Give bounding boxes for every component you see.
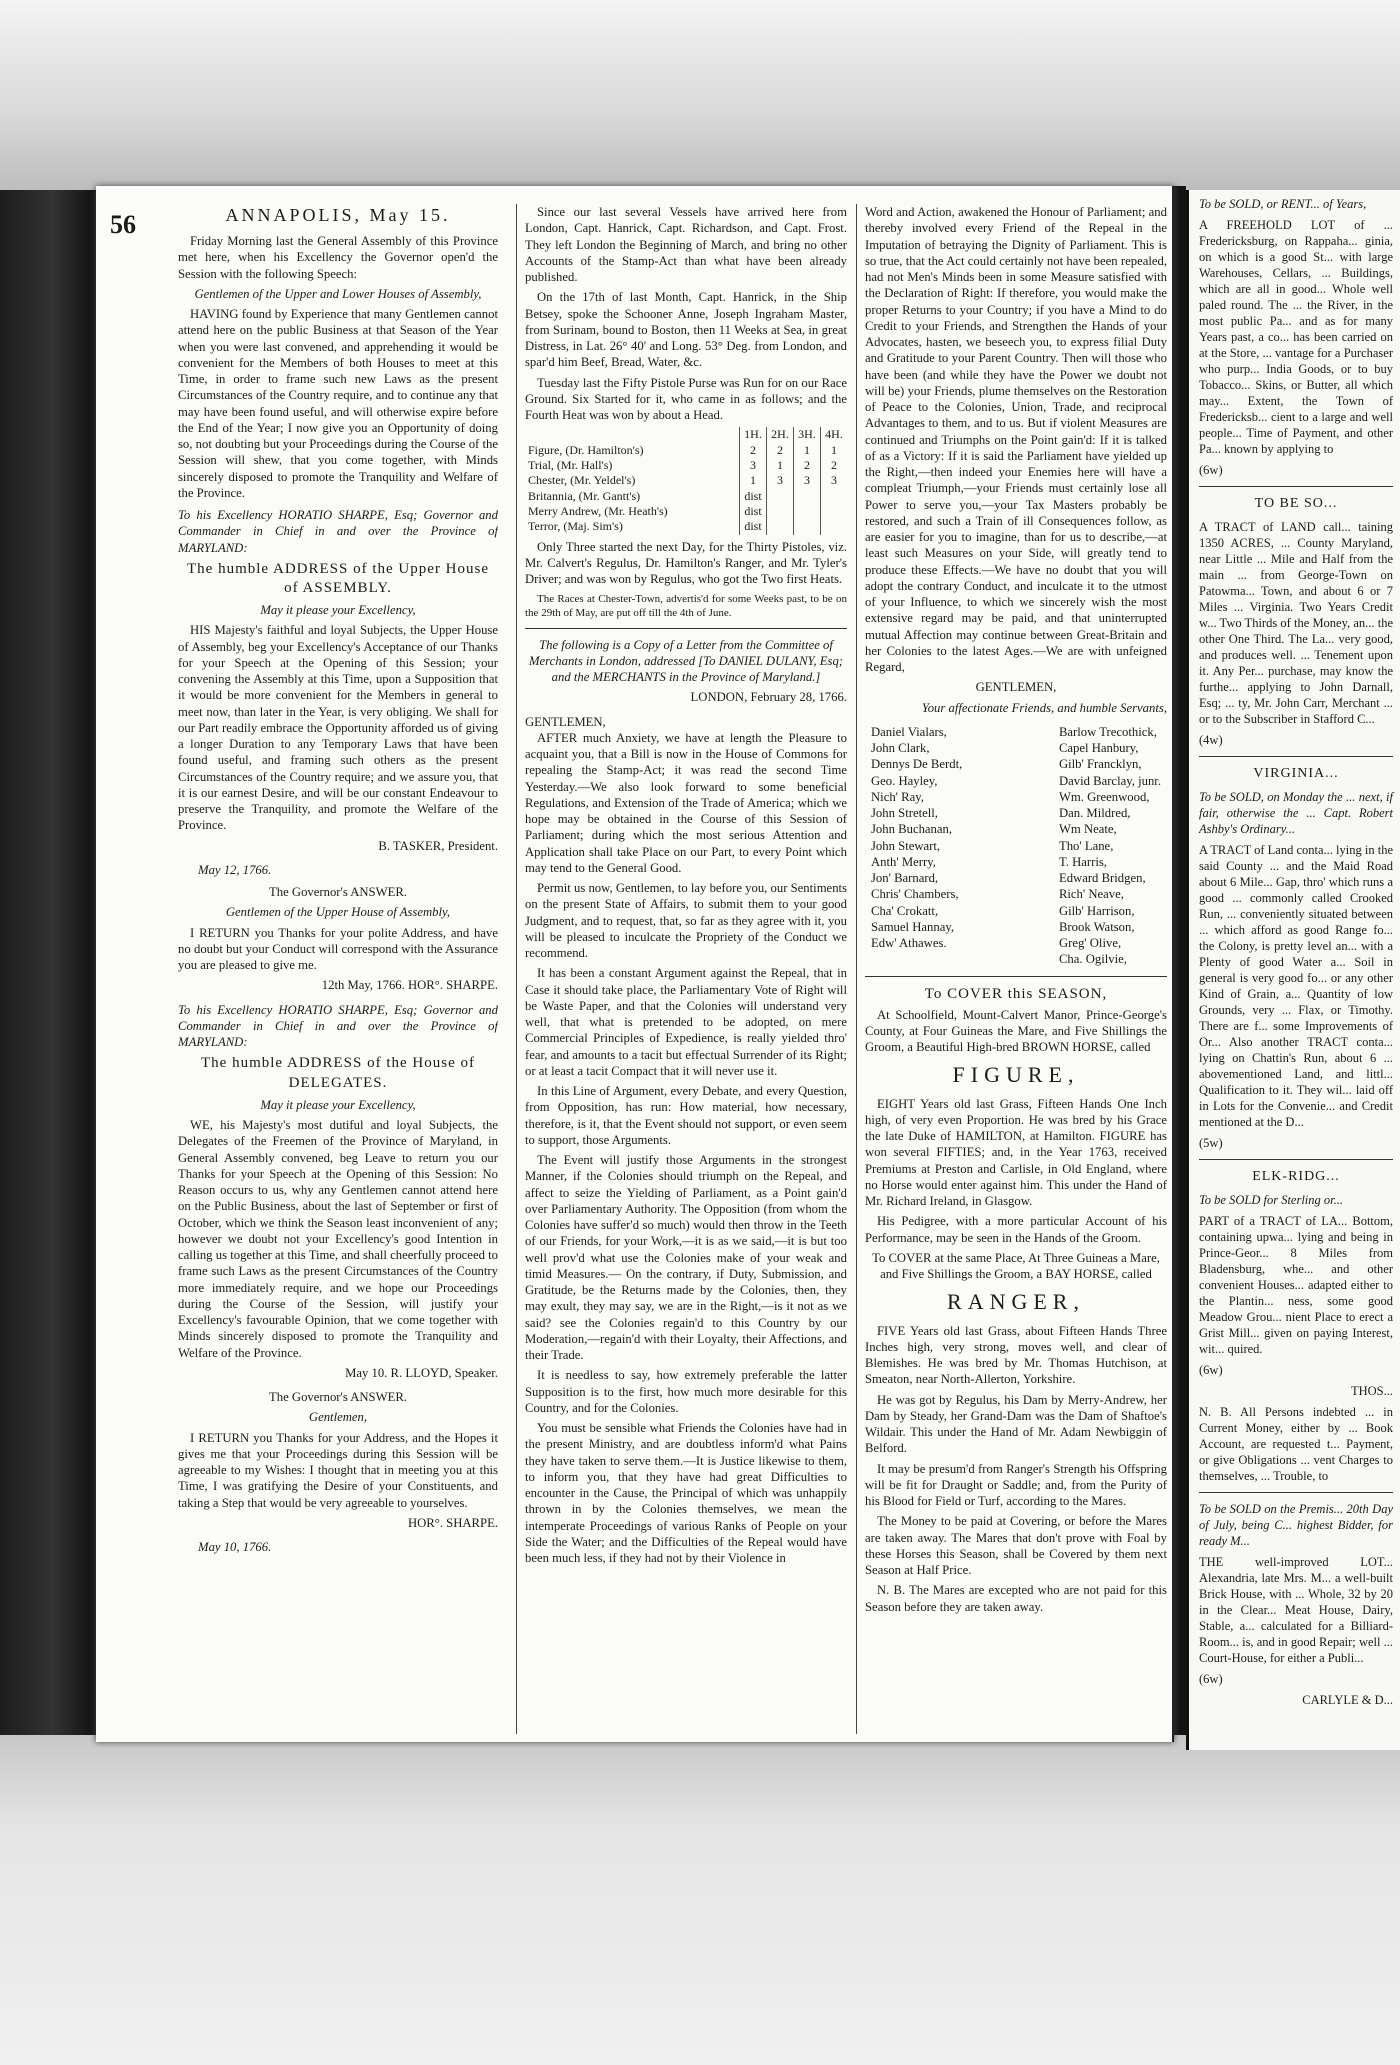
signer-name: Chris' Chambers, (871, 887, 959, 902)
signer-name: John Clark, (871, 741, 930, 755)
advert-heading: To be SOLD for Sterling or... (1199, 1192, 1344, 1207)
letter-salutation: GENTLEMEN, (525, 714, 606, 729)
signer-name: David Barclay, junr. (1058, 773, 1161, 788)
letter-paragraph: AFTER much Anxiety, we have at length the Pleasure to acquaint you, that a Bill is now in the House of Commons for repealing the Stamp-Act; it was read the second Time Yesterday.—We also look forward to some beneficial Regulations, and Extension of the Trade of America; which we hope may be obtained in the Course of this Session of Parliament; during which the most serious Attention and Application shall take Place on our Part, to every Point which may tend to the General Good. (525, 730, 847, 875)
race-row (525, 443, 847, 458)
delegates-address-title: The humble ADDRESS of the House of DELEGATES. (201, 1055, 475, 1091)
signer-name: Samuel Hannay, (871, 919, 955, 934)
letter-closing: Your affectionate Friends, and humble Servants, (921, 700, 1167, 715)
heat-result (794, 489, 821, 504)
signer-name: Greg' Olive, (1058, 936, 1122, 950)
adjacent-page (1186, 190, 1400, 1750)
adjacent-page-content (1189, 190, 1400, 1719)
heat-result (767, 489, 794, 504)
advert-heading: To COVER at the same Place, At Three Guineas a Mare, and Five Shillings the Groom, a BAY HORSE, called (872, 1250, 1160, 1282)
heat-result (767, 519, 794, 534)
race-row (525, 519, 847, 534)
answer-address: Gentlemen of the Upper House of Assembly, (225, 905, 451, 920)
signer-name: Edward Bridgen, (1058, 871, 1146, 885)
page-gutter (1172, 186, 1186, 1746)
heat-header: 2H. (767, 427, 794, 442)
signer-name: Nich' Ray, (871, 789, 924, 804)
advert-place: VIRGINIA... (1253, 765, 1339, 781)
signer-name: Capel Hanbury, (1058, 741, 1139, 755)
letter-paragraph: You must be sensible what Friends the Colonies have had in the present Ministry, and are doubtless inform'd what Pains they have taken to serve them.—It is Justice likewise to them, to inform you, that they have had great Difficulties to encounter in the Cause, the Principal of which was unhappily thrown in by the Colonies themselves, we mean the intemperate Proceedings of various Ranks of People on your Side the Water; and the Difficulties of the Repeal would have been much less, if they had not by their Violence in (525, 1421, 847, 1566)
signer-name: Barlow Trecothick, (1058, 724, 1157, 739)
heat-result: dist (740, 489, 767, 504)
signature: B. TASKER, President. (378, 838, 498, 853)
advert-text: It may be presum'd from Ranger's Strength his Offspring will be fit for Draught or Saddle; and, from the Purity of his Blood for Field or Turf, according to the Mares. (865, 1461, 1167, 1508)
letter-paragraph: In this Line of Argument, every Debate, and every Question, from Opposition, has run: How material, how necessary, therefore, is it, that the Event should not support, or even seem to support, those Arguments. (525, 1084, 847, 1147)
advert-text: A FREEHOLD LOT of ... Fredericksburg, on Rappaha... ginia, on which is a good St... with large Warehouses, Cellars, ... Buildings, which are all in good... Whole well paled round. The ... the River, in the most public Pa... and as for many Years past, a co... has been carried on at the Store, ... vantage for a Purchaser who purp... India Goods, or to buy Tobacco... Skins, or Butter, all which may... Extent, the Town of Fredericksb... cient to a large and well people... Time of Payment, and other Pa... known by applying to (1199, 218, 1393, 456)
advert-signature: THOS... (1350, 1383, 1393, 1398)
letter-paragraph: It is needless to say, how extremely preferable the latter Supposition is to the first, how much more desirable for this Country, and for the Colonies. (525, 1368, 847, 1415)
signer-name: Gilb' Francklyn, (1058, 757, 1142, 772)
column-1 (178, 204, 498, 1734)
divider (1199, 1492, 1393, 1493)
scan-background-top (0, 0, 1400, 190)
race-second-day: Only Three started the next Day, for the Thirty Pistoles, viz. Mr. Calvert's Regulus, Dr. Hamilton's Ranger, and Mr. Tyler's Driver; and was won by Regulus, who got the Two first Heats. (525, 539, 847, 587)
advert-mark: (6w) (1199, 1362, 1223, 1377)
advert-text: EIGHT Years old last Grass, Fifteen Hands One Inch high, of very even Proportion. He was bred by his Grace the late Duke of HAMILTON, at Hamilton. FIGURE has won several FIFTIES; and, in the Year 1763, received Premiums at Preston and Carlisle, in Old England, where no Horse would enter against him. This under the Hand of Mr. Richard Ireland, in Glasgow. (865, 1096, 1167, 1209)
column-3 (856, 204, 1167, 1734)
page-number: 56 (110, 210, 136, 239)
race-row (525, 473, 847, 488)
letter-continuation: Word and Action, awakened the Honour of Parliament; and thereby involved every Friend of the Repeal in the Imputation of betraying the Dignity of Parliament. This is so true, that the Act could certainly not have been repealed, had not Men's Minds been in some Measure satisfied with the Declaration of Right: If therefore, you would make the proper Returns to your Country; if you have a Mind to do Credit to your Friends, and Strengthen the Hands of your Advocates, hasten, we beseech you, to express filial Duty and Gratitude to your Parent Country. Then will those who have been (and while they have the Power we doubt not will be) your Friends, plume themselves on the Restoration of Peace to the Colonies, Union, Trade, and reciprocal Advantages to them, and to us. But if violent Measures are continued and Triumphs on the Point gain'd: If it is talked of as a Victory: If it is said the Parliament have yielded up the Right,—then indeed your Enemies here will have a compleat Triumph,—your Friends must certainly lose all Power to serve you,—your Tax Masters probably be restored, and such a Train of ill Consequences follow, as are easier for you to imagine, than for us to describe,—at least such Measures on your Side, will greatly tend to produce these Effects.—We have no doubt that you will adopt the contrary Conduct, and inculcate it to the utmost of your Influence, to which we sincerely wish the most extensive regard may be paid, and that uninterrupted mutual Affection may continue between Great-Britain and her Colonies to the latest Ages.—We are with unfeigned Regard, (865, 205, 1167, 674)
signer-name: John Stretell, (871, 806, 938, 820)
letter-closing-salutation: GENTLEMEN, (975, 680, 1057, 695)
horse-name-heading: FIGURE, (952, 1062, 1080, 1088)
signers-right-column (1053, 724, 1167, 968)
advert-text: At Schoolfield, Mount-Calvert Manor, Prince-George's County, at Four Guineas the Mare, and Five Shillings the Groom, a Beautiful High-bred BROWN HORSE, called (865, 1007, 1167, 1055)
race-row (525, 504, 847, 519)
signer-name: Anth' Merry, (871, 854, 936, 869)
salutation: May it please your Excellency, (260, 603, 416, 618)
signer-name: Cha. Ogilvie, (1058, 952, 1127, 967)
advert-text: N. B. All Persons indebted ... in Current Money, either by ... Book Account, are requested t... Payment, or give Obligations ... vent Charges to themselves, ... Trouble, to (1199, 1404, 1393, 1483)
signer-name: Brook Watson, (1058, 919, 1135, 934)
answer-address: Gentlemen, (308, 1410, 368, 1425)
letter-intro: The following is a Copy of a Letter from the Committee of Merchants in London, addressed [To DANIEL DULANY, Esq; and the MERCHANTS in the Province of Maryland.] (528, 637, 844, 685)
divider (1199, 1159, 1393, 1160)
governor-answer-body: I RETURN you Thanks for your polite Address, and have no doubt but your Conduct will correspond with the Assurance you are pleased to give me. (178, 925, 498, 973)
column-2 (516, 204, 847, 1734)
signer-name: Cha' Crokatt, (871, 903, 939, 918)
horse-name: Merry Andrew, (Mr. Heath's) (528, 504, 668, 519)
upper-house-address-body: HIS Majesty's faithful and loyal Subjects, the Upper House of Assembly, beg your Excellency's Acceptance of our Thanks for your Speech at the Opening of this Session; your convening the Assembly at this Time, upon a Supposition that it would be more convenient for the Members in general to meet now, than later in the Year, is very obliging. We shall for our Part readily embrace the Opportunity afforded us of giving a longer Duration to any Temporary Laws that have been found useful, and framing such others as the present Circumstances of the Country require; and we assure you, that it is our earnest Desire, and will be our constant Endeavour to preserve the Tranquility, and promote the Welfare of the Province. (178, 623, 498, 833)
heat-result: dist (740, 519, 767, 534)
advert-text: THE well-improved LOT... Alexandria, late Mrs. M... a well-built Brick House, with ... Whole, 32 by 20 in the Clear... Meat House, Dairy, Stable, a... calculated for a Billiard-Room... is, and in good Repair; well ... Court-House, for either a Publi... (1199, 1554, 1393, 1665)
signer-name: Geo. Hayley, (871, 773, 938, 788)
horse-name: Terror, (Maj. Sim's) (528, 519, 623, 534)
advert-heading: To be SOLD, on Monday the ... next, if fair, otherwise the ... Capt. Robert Ashby's Ordinary... (1199, 789, 1393, 836)
signer-name: Rich' Neave, (1058, 887, 1124, 902)
letter-paragraph: It has been a constant Argument against the Repeal, that in Case it should take place, the Parliamentary Vote of Right will be Waste Paper, and that the Colonies will understand very well, that what is pretended to be adopted, on mere Commercial Principles of Expedience, is really yielded thro' fear, and amounts to a tacit but effectual Surrender of its Right; or at least a tacit Compact that it will never use it. (525, 966, 847, 1078)
signer-name: Daniel Vialars, (871, 724, 947, 739)
heat-result (821, 489, 848, 504)
divider (865, 976, 1167, 977)
scan-background-bottom (0, 1735, 1400, 2065)
heat-result (767, 504, 794, 519)
heat-result (821, 519, 848, 534)
heat-result (794, 519, 821, 534)
advert-text: N. B. The Mares are excepted who are not paid for this Season before they are taken away. (865, 1583, 1167, 1614)
advert-mark: (4w) (1199, 732, 1223, 747)
advert-text: A TRACT of LAND call... taining 1350 ACRES, ... County Maryland, near Little ... Mile and Half from the main ... from George-Town on Patowma... Town, and about 6 or 7 Miles ... Virginia. Two Years Credit w... Two Thirds of the Money, an... the other One Third. The La... very good, and produces well. ... Tenement upon it. Any Per... purchase, may know the furthe... applying to John Darnall, Esq; ... ty, Mr. John Carr, Merchant ... or to the Subscriber in Stafford C... (1199, 519, 1393, 726)
news-paragraph: On the 17th of last Month, Capt. Hanrick, in the Ship Betsey, spoke the Schooner Anne, Joseph Ingraham Master, from Surinam, bound to Boston, then 11 Weeks at Sea, in great Distress, in Lat. 26° 40' and Long. 53° Deg. from London, and spar'd him Beef, Bread, Water, &c. (525, 290, 847, 370)
signature: 12th May, 1766. HOR°. SHARPE. (321, 978, 498, 993)
race-results-table (525, 427, 847, 535)
signature: May 10. R. LLOYD, Speaker. (345, 1365, 498, 1380)
to-governor-heading: To his Excellency HORATIO SHARPE, Esq; Governor and Commander in Chief in and over the Province of MARYLAND: (178, 1002, 498, 1050)
letter-paragraph: The Event will justify those Arguments in the strongest Manner, if the Colonies should triumph on the Repeal, and affect to seize the Yielding of Parliament, as a Point gain'd over Parliamentary Authority. The Opposition (from whom the Colonies have suffer'd so much) would then throw in the Teeth of our Friends, for your Work,—it is as we said,—it is but too well prov'd what use the Colonies make of your weak and timid Measures.— On the contrary, if Duty, Submission, and Gratitude, be the Returns made by the Colonies, then, they may exult, they may say, we are in the Right,—is it not as we said? see the Colonies regain'd to this Country by our Moderation,—regain'd with their Loyalty, their Affections, and their Trade. (525, 1153, 847, 1363)
speech-body: HAVING found by Experience that many Gentlemen cannot attend here on the public Business at that Season of the Year when you were last convened, and apprehending it would be convenient for the Members of both Houses to meet at this Time, in order to frame such new Laws as the present Circumstances of the Country require, and to continue any that may have been found useful, and will otherwise expire before the End of the Year; I now give you an Opportunity of doing so, not doubting but your Proceedings during the Course of the Session will shew, that you come together, with Minds sincerely disposed to promote the Tranquility and Welfare of the Province. (178, 307, 498, 500)
signer-name: Edw' Athawes. (871, 936, 947, 950)
advert-text: The Money to be paid at Covering, or before the Mares are taken away. The Mares that don't prove with Foal by these Horses this Season, shall be Covered by them next Season at Half Price. (865, 1514, 1167, 1577)
to-governor-heading: To his Excellency HORATIO SHARPE, Esq; Governor and Commander in Chief in and over the Province of MARYLAND: (178, 508, 498, 555)
horse-name: Figure, (Dr. Hamilton's) (528, 442, 644, 457)
advert-mark: (6w) (1199, 463, 1223, 477)
signer-name: T. Harris, (1058, 854, 1107, 869)
heat-result: 3 (821, 473, 848, 488)
signers-left-column (865, 724, 968, 968)
advert-heading: TO BE SO... (1254, 496, 1338, 511)
heat-result: 1 (767, 458, 794, 473)
heat-result (821, 504, 848, 519)
divider (1199, 486, 1393, 487)
heat-result: 1 (821, 443, 848, 458)
signature: HOR°. SHARPE. (407, 1515, 498, 1530)
advert-heading: To be SOLD, or RENT... of Years, (1199, 197, 1367, 211)
signer-name: Dennys De Berdt, (871, 757, 963, 772)
governor-answer-body: I RETURN you Thanks for your Address, and the Hopes it gives me that your Proceedings during this Session will be agreeable to my Wishes: I thought that in meeting you at this Time, I was gratifying the Desire of your Constituents, and taking a Step that would be very agreeable to yourselves. (178, 1430, 498, 1510)
book-spine (0, 190, 96, 1750)
advert-place: ELK-RIDG... (1252, 1168, 1340, 1184)
race-notice: The Races at Chester-Town, advertis'd for some Weeks past, to be on the 29th of May, are put off till the 4th of June. (525, 592, 847, 619)
signer-name: Tho' Lane, (1058, 838, 1114, 853)
signer-name: Wm Neate, (1058, 822, 1117, 837)
signatories (865, 724, 1167, 968)
race-intro: Tuesday last the Fifty Pistole Purse was Run for on our Race Ground. Six Started for it, who came in as follows; and the Fourth Heat was won by about a Head. (525, 375, 847, 422)
delegates-address-body: WE, his Majesty's most dutiful and loyal Subjects, the Delegates of the Freemen of the Province of Maryland, in General Assembly convened, beg Leave to return you our Thanks for your Speech at the Opening of this Session: No Reason occurs to us, why any Gentlemen cannot attend here on the Public Business, about the last of September or first of October, which we think the Season least inconvenient of any; however we doubt not your Excellency's good Intention in calling us together at this Time, and shall cheerfully proceed to frame such Laws as the present Circumstances of the Country more immediately require, and we hope our Proceedings during the Course of the Session, will justify your Excellency's favourable Opinion, that we come together with Minds sincerely disposed to promote the Tranquility and Welfare of the Province. (178, 1118, 498, 1360)
dateline: ANNAPOLIS, May 15. (225, 205, 451, 225)
heat-result: 2 (767, 443, 794, 458)
letter-paragraph: Permit us now, Gentlemen, to lay before you, our Sentiments on the present State of Affairs, to submit them to your good Judgment, and to request, that, so far as they agree with it, you will be pleased to inculcate the Propriety of the Conduct we recommend. (525, 881, 847, 961)
advert-text: FIVE Years old last Grass, about Fifteen Hands Three Inches high, very strong, moves well, and clear of Blemishes. He was bred by Mr. Thomas Hutchison, at Smeaton, near North-Allerton, Yorkshire. (865, 1323, 1167, 1387)
heat-header: 3H. (794, 427, 821, 442)
news-paragraph: Since our last several Vessels have arrived here from London, Capt. Hanrick, Capt. Richardson, and Capt. Frost. They left London the Beginning of March, and bring no other Accounts of the Stamp-Act than what have been already published. (525, 205, 847, 284)
heat-result: 3 (740, 458, 767, 473)
advert-signature: CARLYLE & D... (1302, 1692, 1393, 1707)
signer-name: Wm. Greenwood, (1058, 789, 1150, 804)
speech-address: Gentlemen of the Upper and Lower Houses of Assembly, (194, 286, 482, 301)
governor-answer-title: The Governor's ANSWER. (269, 885, 407, 900)
heat-result: 3 (794, 473, 821, 488)
advert-heading: To be SOLD on the Premis... 20th Day of July, being C... highest Bidder, for ready M... (1199, 1501, 1393, 1548)
horse-name: Chester, (Mr. Yeldel's) (528, 473, 636, 488)
date-line: May 12, 1766. (198, 862, 272, 877)
advert-text: A TRACT of Land conta... lying in the said County ... and the Maid Road about 6 Mile... Gap, thro' which runs a good ... commonly called Crooked Run, ... conveniently situated between ... which afford as good Range fo... the Colony, is pretty level an... with a Plenty of good Water a... Soil in general is very good fo... or any other Kind of Grain, a... Quantity of low Grounds, very ... Flax, or Timothy. There are f... some Improvements of Or... Also another TRACT conta... lying on Chattin's Run, about 6 ... abovementioned Land, and littl... Qualification to it. They wil... laid off in Lots for the Convenie... and Credit mentioned at the D... (1199, 842, 1393, 1129)
intro-paragraph: Friday Morning last the General Assembly of this Province met here, when his Excellency the Governor open'd the Session with the following Speech: (178, 234, 498, 281)
heat-result: 2 (794, 458, 821, 473)
horse-name: Britannia, (Mr. Gantt's) (528, 488, 641, 503)
heat-header: 1H. (740, 427, 767, 442)
advert-text: PART of a TRACT of LA... Bottom, containing upwa... lying and being in Prince-Geor... 8 Miles from Bladensburg, whe... and other convenient Houses... adapted either to the Plantin... ness, some good Meadow Grou... nient Place to erect a Grist Mill... given on paying Interest, wit... quired. (1199, 1213, 1393, 1356)
advert-mark: (6w) (1199, 1671, 1223, 1686)
advert-mark: (5w) (1199, 1135, 1223, 1150)
advert-text: His Pedigree, with a more particular Account of his Performance, may be seen in the Hands of the Groom. (865, 1214, 1167, 1245)
heat-header: 4H. (821, 427, 848, 442)
horse-name-heading: RANGER, (947, 1289, 1085, 1315)
heat-result: dist (740, 504, 767, 519)
divider (525, 628, 847, 629)
advert-text: He was got by Regulus, his Dam by Merry-Andrew, her Dam by Steady, her Grand-Dam was the Dam of Shaftoe's Wildair. This under the Hand of Mr. Adam Newbiggin of Belford. (865, 1392, 1167, 1456)
advert-heading: To COVER this SEASON, (924, 985, 1108, 1002)
race-row (525, 489, 847, 504)
signer-name: Gilb' Harrison, (1058, 903, 1135, 918)
newspaper-page (96, 186, 1174, 1742)
race-header-row (525, 427, 847, 442)
signer-name: Dan. Mildred, (1058, 806, 1131, 820)
signer-name: John Stewart, (871, 838, 941, 853)
heat-result (794, 504, 821, 519)
signer-name: Jon' Barnard, (871, 871, 939, 885)
salutation: May it please your Excellency, (260, 1097, 416, 1112)
heat-result: 1 (794, 443, 821, 458)
signer-name: John Buchanan, (871, 822, 953, 837)
heat-result: 3 (767, 473, 794, 488)
heat-result: 1 (740, 473, 767, 488)
heat-result: 2 (821, 458, 848, 473)
upper-house-address-title: The humble ADDRESS of the Upper House of ASSEMBLY. (187, 560, 489, 596)
horse-name: Trial, (Mr. Hall's) (528, 457, 613, 472)
divider (1199, 756, 1393, 757)
governor-answer-title: The Governor's ANSWER. (269, 1390, 407, 1405)
race-row (525, 458, 847, 473)
heat-result: 2 (740, 443, 767, 458)
date-line: May 10, 1766. (198, 1540, 272, 1555)
letter-date: LONDON, February 28, 1766. (690, 690, 847, 705)
